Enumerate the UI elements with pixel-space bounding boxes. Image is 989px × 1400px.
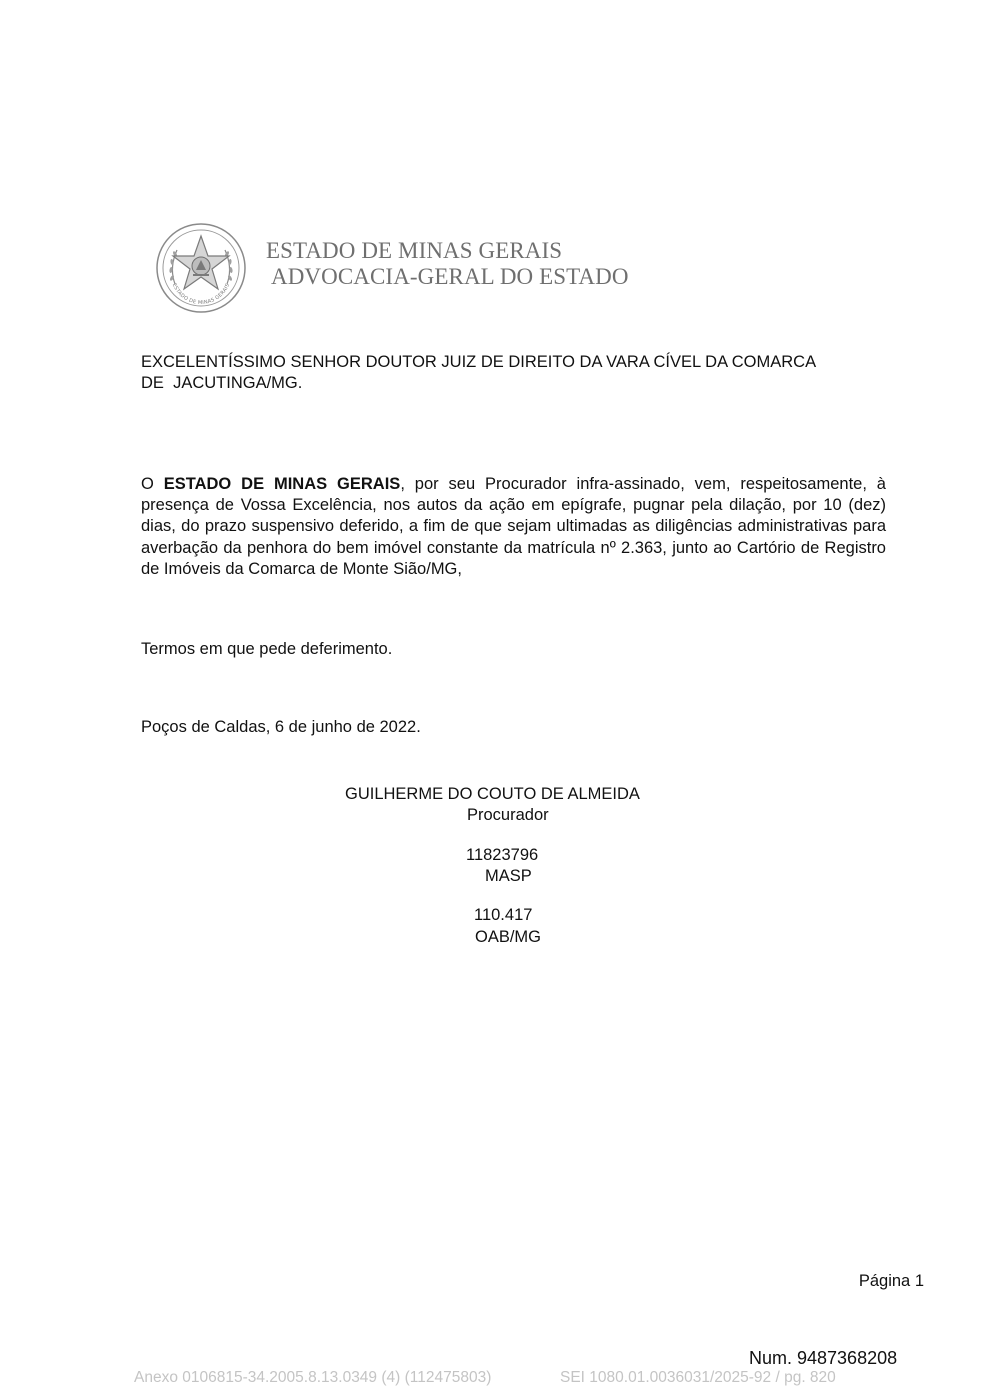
masp-label: MASP [485,867,532,885]
footer-sei-reference: SEI 1080.01.0036031/2025-92 / pg. 820 [560,1369,836,1386]
body-prefix: O [141,475,164,493]
masp-number: 11823796 [466,846,539,864]
oab-label: OAB/MG [475,928,542,946]
document-number: Num. 9487368208 [749,1348,898,1368]
state-seal-icon [155,222,247,314]
petition-body [141,474,886,580]
footer-annex-reference: Anexo 0106815-34.2005.8.13.0349 (4) (112475803) [134,1369,492,1386]
header-state-name: ESTADO DE MINAS GERAIS [266,238,563,263]
address-line-2: DE JACUTINGA/MG. [141,374,303,392]
page-number: Página 1 [858,1272,924,1290]
header-agency-name: ADVOCACIA-GERAL DO ESTADO [271,264,629,289]
signatory-name: GUILHERME DO COUTO DE ALMEIDA [345,785,640,803]
place-and-date: Poços de Caldas, 6 de junho de 2022. [141,718,421,736]
oab-number: 110.417 [474,906,533,924]
closing-request: Termos em que pede deferimento. [141,640,393,658]
svg-text:ESTADO DE MINAS GERAIS [171,283,231,306]
court-address [141,352,886,394]
seal-caption: ESTADO DE MINAS GERAIS [170,282,232,307]
signatory-role: Procurador [467,806,549,824]
body-text: , por seu Procurador infra-assinado, vem, respeitosamente, à presença de Vossa Excelência, nos autos da ação em epígrafe, pugnar pela dilação, por 10 (dez) dias, do prazo suspensivo deferido, a fim de que sejam ultimadas as diligências administrativas para averbação da penhora do bem imóvel constante da matrícula nº 2.363, junto ao Cartório de Registro de Imóveis da Comarca de Monte Sião/MG, [141,475,886,578]
body-bold-party: ESTADO DE MINAS GERAIS [163,475,401,493]
address-line-1: EXCELENTÍSSIMO SENHOR DOUTOR JUIZ DE DIREITO DA VARA CÍVEL DA COMARCA [141,353,817,371]
